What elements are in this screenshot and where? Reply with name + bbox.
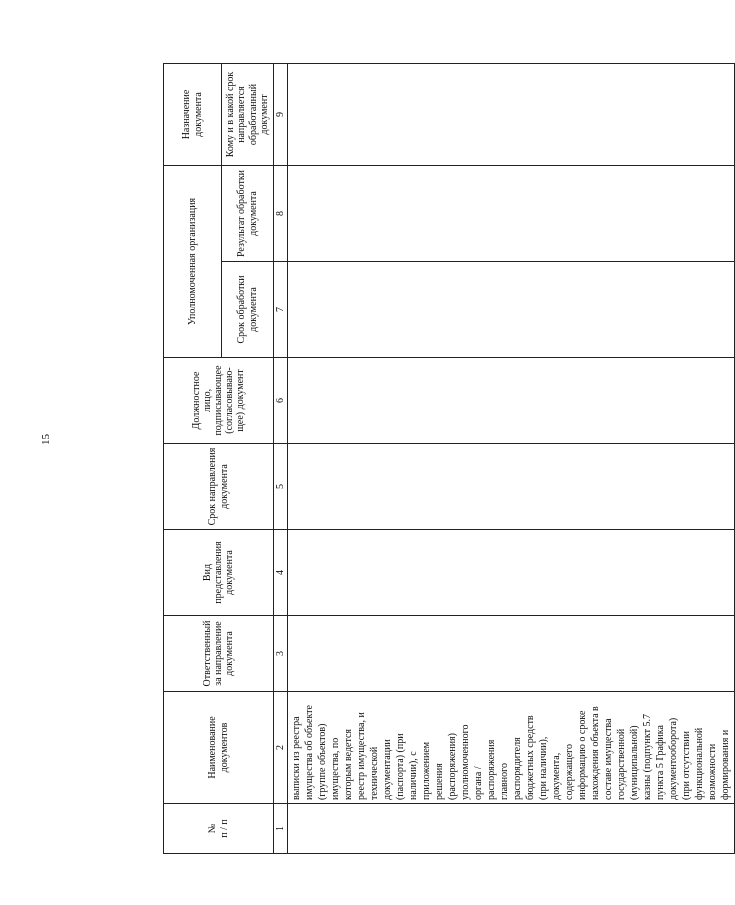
header-number: № п / п bbox=[164, 804, 274, 854]
header-presentation-type: Вид представления документа bbox=[164, 530, 274, 616]
table-row bbox=[288, 63, 735, 853]
row-cell-empty bbox=[288, 262, 735, 358]
column-number: 9 bbox=[274, 63, 288, 165]
row-cell-empty bbox=[288, 444, 735, 530]
document-flow-table bbox=[163, 63, 735, 854]
column-number: 3 bbox=[274, 616, 288, 692]
row-cell-empty bbox=[288, 358, 735, 444]
header-document-purpose: Назначение документа bbox=[164, 63, 222, 165]
header-responsible: Ответственный за направление документа bbox=[164, 616, 274, 692]
column-number: 5 bbox=[274, 444, 288, 530]
header-authorized-organization: Уполномоченная организация bbox=[164, 165, 222, 357]
header-send-deadline: Срок направления документа bbox=[164, 444, 274, 530]
column-number: 8 bbox=[274, 165, 288, 261]
column-number: 1 bbox=[274, 804, 288, 854]
row-cell-empty bbox=[288, 63, 735, 165]
column-number: 7 bbox=[274, 262, 288, 358]
header-document-name: Наименование документов bbox=[164, 692, 274, 804]
row-cell-empty bbox=[288, 165, 735, 261]
rotated-table-container bbox=[163, 64, 732, 854]
header-processing-result: Результат обработки документа bbox=[222, 165, 274, 261]
row-cell-empty bbox=[288, 616, 735, 692]
row-document-name: выписки из реестра имущества об объекте (группе объектов) имущества, по которым ведется реестр имущества, и технической документации (паспорта) (при наличии), с приложением решения (распоряжения) уполномоченного органа / распоряжения главного распорядителя бюджетных средств (при наличии), документа, содержащего информацию о сроке нахождения объекта в составе имущества государственной (муниципальной) казны (подпункт 5.7 пункта 5 Графика документооборота) (при отсутствии функциональной возможности формирования и bbox=[288, 692, 735, 804]
column-number: 6 bbox=[274, 358, 288, 444]
row-cell-empty bbox=[288, 530, 735, 616]
column-number: 4 bbox=[274, 530, 288, 616]
column-number: 2 bbox=[274, 692, 288, 804]
header-signing-official: Должностное лицо, подписывающее (согласовываю-щее) документ bbox=[164, 358, 274, 444]
page-number: 15 bbox=[40, 434, 52, 445]
row-number bbox=[288, 804, 735, 854]
header-recipient: Кому и в какой срок направляется обработанный документ bbox=[222, 63, 274, 165]
header-processing-deadline: Срок обработки документа bbox=[222, 262, 274, 358]
